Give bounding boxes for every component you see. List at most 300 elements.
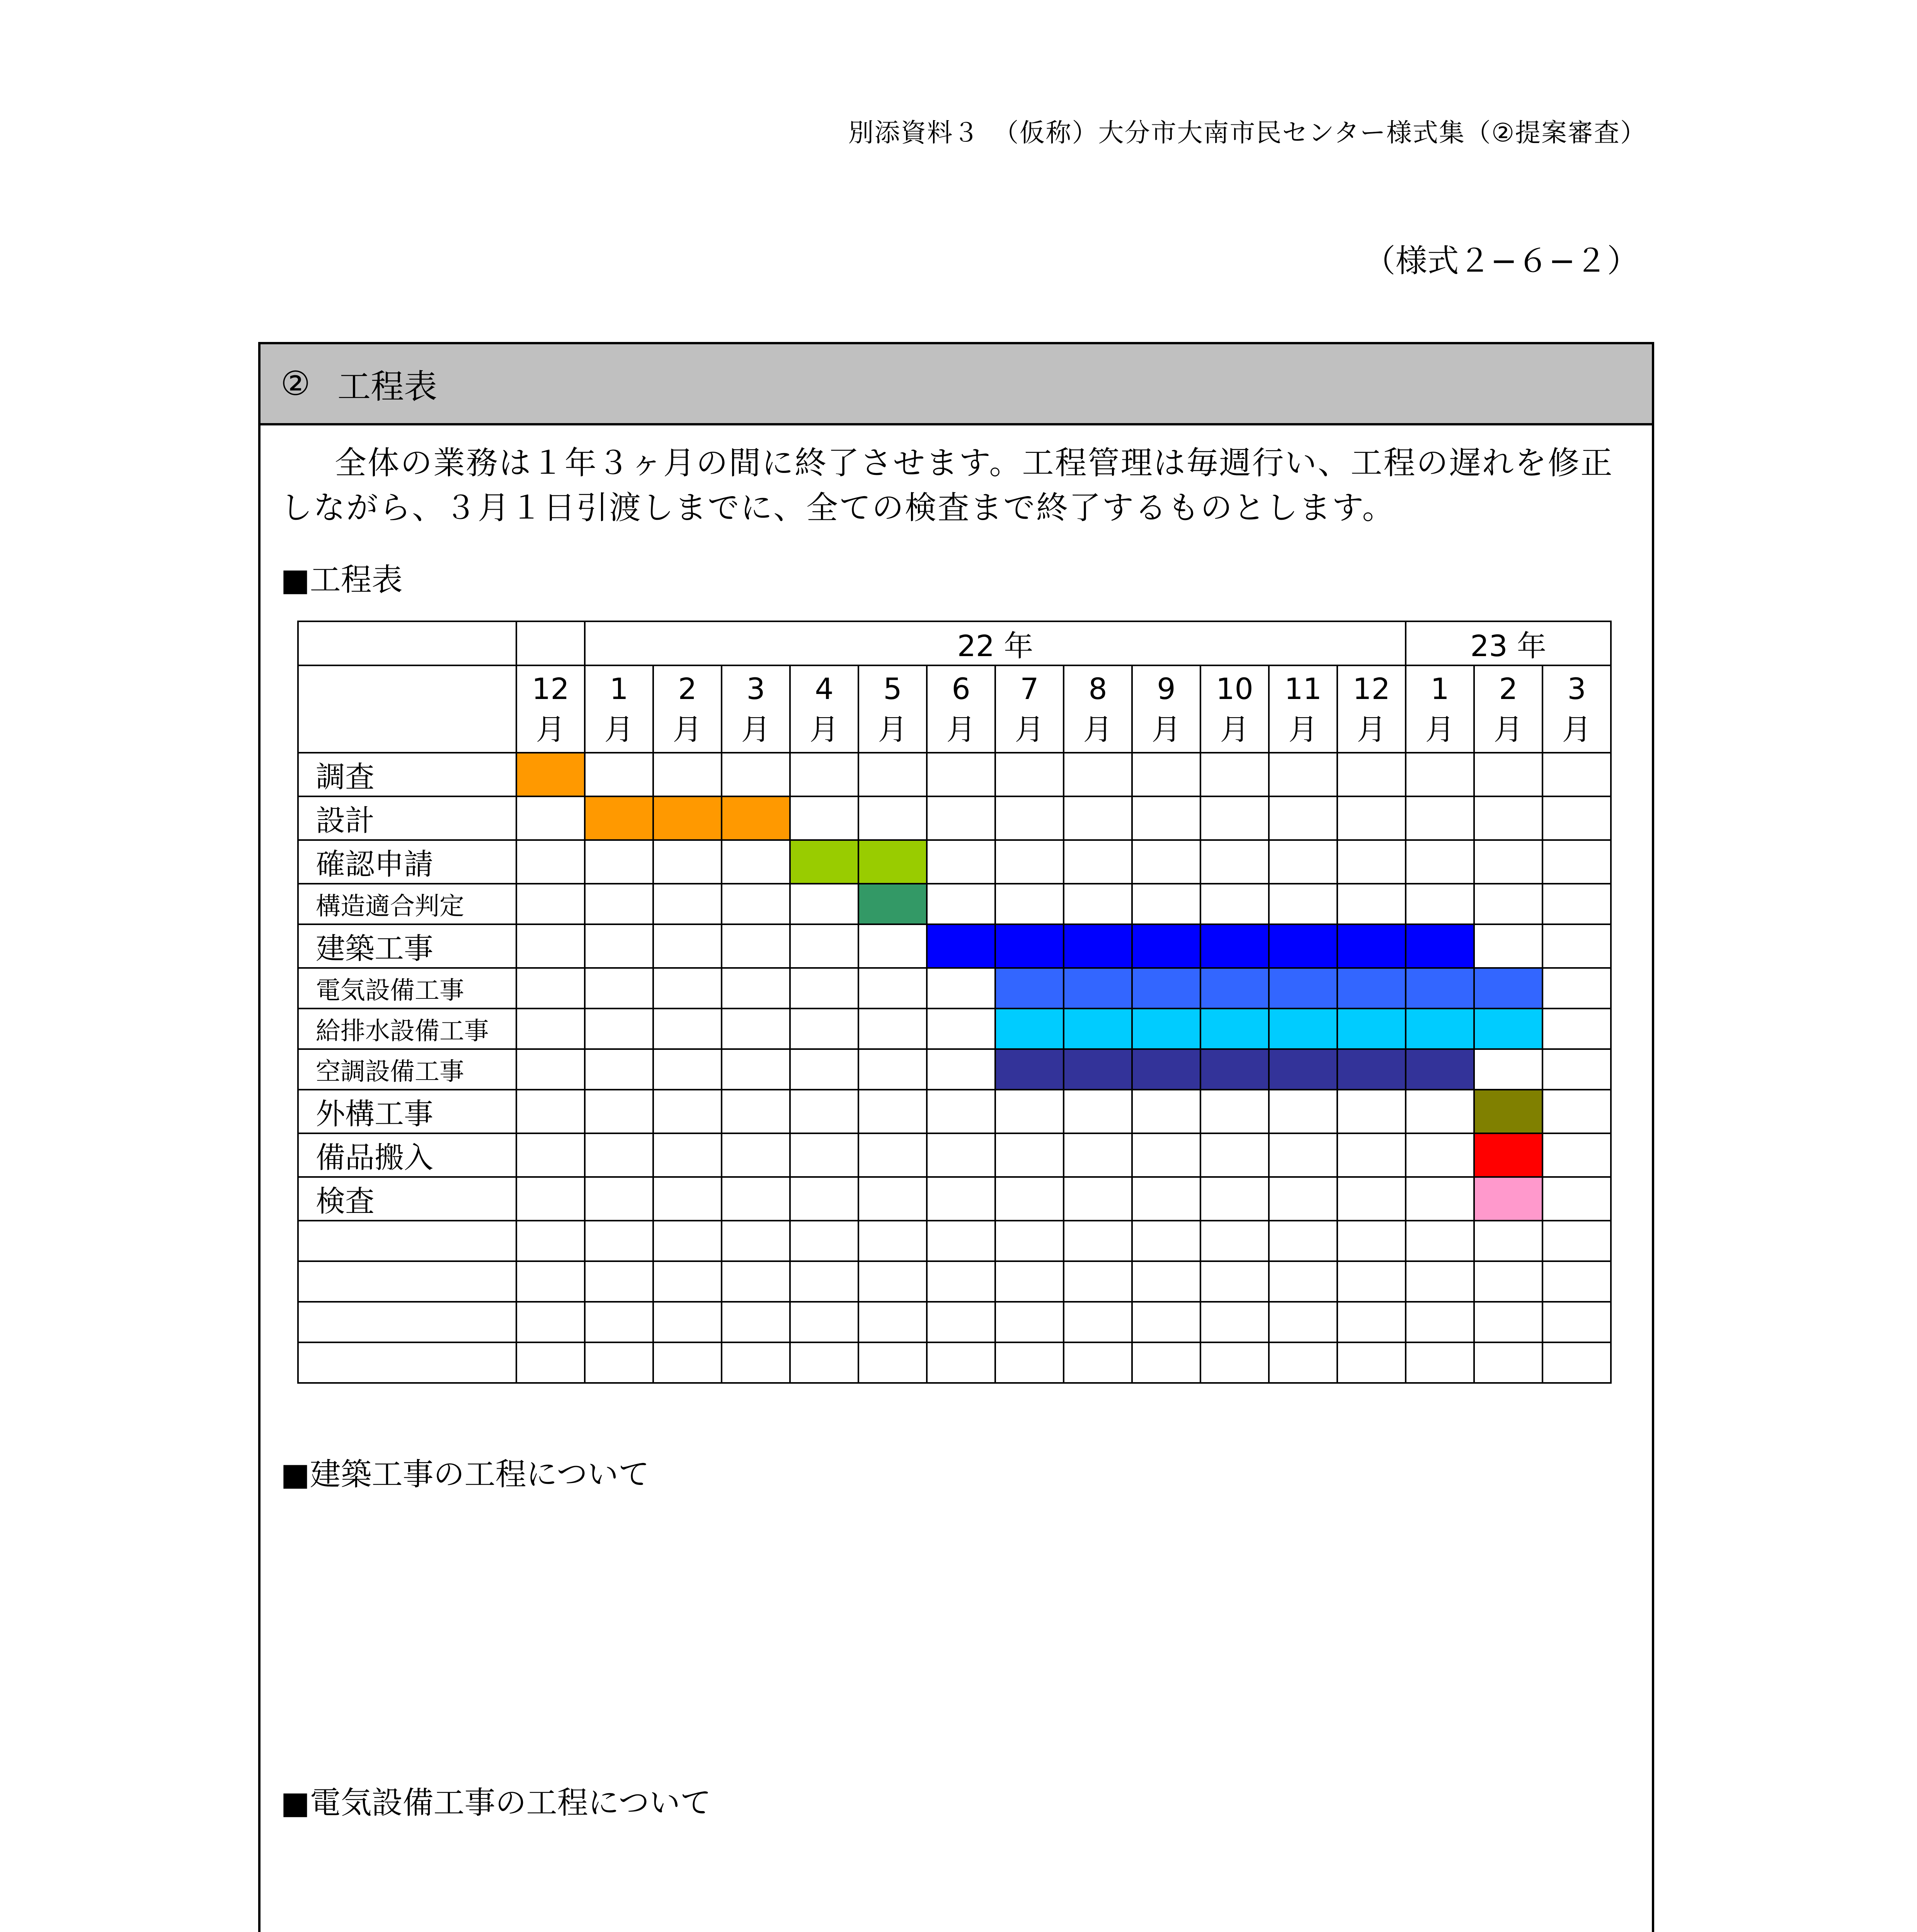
schedule-cell xyxy=(653,1049,722,1090)
schedule-cell xyxy=(1337,753,1406,796)
schedule-cell xyxy=(858,1133,927,1177)
task-row xyxy=(298,1133,1611,1177)
month-header-cell xyxy=(1542,665,1611,753)
task-label: 設計 xyxy=(298,796,516,840)
schedule-cell xyxy=(1064,796,1132,840)
schedule-cell xyxy=(1542,1090,1611,1133)
task-row xyxy=(298,1342,1611,1383)
month-row xyxy=(298,665,1611,753)
task-label xyxy=(298,1342,516,1383)
task-label: 空調設備工事 xyxy=(298,1049,516,1090)
corner-cell xyxy=(298,621,516,665)
task-row xyxy=(298,840,1611,884)
schedule-cell xyxy=(1337,1177,1406,1221)
schedule-cell xyxy=(1406,1342,1474,1383)
schedule-cell xyxy=(1337,884,1406,924)
schedule-bar-cell xyxy=(995,968,1064,1009)
schedule-cell xyxy=(1542,796,1611,840)
schedule-bar-cell xyxy=(1406,1009,1474,1049)
schedule-bar-cell xyxy=(1474,968,1542,1009)
schedule-cell xyxy=(722,753,790,796)
month-unit: 月 xyxy=(1083,712,1113,747)
schedule-cell xyxy=(653,884,722,924)
schedule-cell xyxy=(653,1261,722,1302)
schedule-bar-cell xyxy=(995,1049,1064,1090)
month-number: 5 xyxy=(883,672,902,706)
schedule-cell xyxy=(790,796,858,840)
task-row xyxy=(298,753,1611,796)
month-number: 1 xyxy=(1430,672,1449,706)
month-unit: 月 xyxy=(604,712,634,747)
schedule-cell xyxy=(722,1049,790,1090)
schedule-cell xyxy=(1406,1261,1474,1302)
schedule-cell xyxy=(653,1133,722,1177)
task-row xyxy=(298,884,1611,924)
schedule-cell xyxy=(995,1342,1064,1383)
schedule-cell xyxy=(722,1342,790,1383)
schedule-cell xyxy=(1542,968,1611,1009)
schedule-cell xyxy=(1200,796,1269,840)
task-label: 確認申請 xyxy=(298,840,516,884)
schedule-cell xyxy=(1337,796,1406,840)
year-row xyxy=(298,621,1611,665)
month-number: 3 xyxy=(1567,672,1586,706)
schedule-cell xyxy=(995,1302,1064,1342)
schedule-cell xyxy=(585,1221,653,1261)
task-row xyxy=(298,1090,1611,1133)
month-header-cell xyxy=(1269,665,1337,753)
month-unit: 月 xyxy=(878,712,907,747)
schedule-cell xyxy=(1132,1221,1200,1261)
schedule-bar-cell xyxy=(1132,968,1200,1009)
schedule-cell xyxy=(1542,1049,1611,1090)
schedule-cell xyxy=(1474,1302,1542,1342)
schedule-cell xyxy=(1542,840,1611,884)
schedule-cell xyxy=(1064,1261,1132,1302)
schedule-bar-cell xyxy=(1064,924,1132,968)
schedule-cell xyxy=(516,1342,585,1383)
task-label: 検査 xyxy=(298,1177,516,1221)
schedule-cell xyxy=(927,1177,995,1221)
schedule-bar-cell xyxy=(1200,968,1269,1009)
task-label xyxy=(298,1221,516,1261)
gantt-table xyxy=(297,621,1612,1384)
schedule-cell xyxy=(1200,1221,1269,1261)
schedule-cell xyxy=(995,1177,1064,1221)
month-header-cell xyxy=(1132,665,1200,753)
schedule-cell xyxy=(858,1221,927,1261)
schedule-cell xyxy=(927,1342,995,1383)
schedule-cell xyxy=(858,1090,927,1133)
schedule-cell xyxy=(927,796,995,840)
schedule-cell xyxy=(516,1009,585,1049)
schedule-bar-cell xyxy=(927,924,995,968)
schedule-cell xyxy=(1132,1133,1200,1177)
month-header-cell xyxy=(516,665,585,753)
schedule-cell xyxy=(1132,884,1200,924)
schedule-cell xyxy=(585,1302,653,1342)
schedule-cell xyxy=(516,840,585,884)
schedule-cell xyxy=(995,840,1064,884)
month-header-cell xyxy=(1337,665,1406,753)
schedule-bar-cell xyxy=(1200,1049,1269,1090)
schedule-cell xyxy=(927,753,995,796)
task-label: 構造適合判定 xyxy=(298,884,516,924)
schedule-bar-cell xyxy=(1474,1177,1542,1221)
schedule-cell xyxy=(1132,753,1200,796)
schedule-cell xyxy=(858,796,927,840)
schedule-bar-cell xyxy=(653,796,722,840)
schedule-cell xyxy=(1406,884,1474,924)
month-header-cell xyxy=(995,665,1064,753)
task-row xyxy=(298,1009,1611,1049)
month-number: 12 xyxy=(532,672,569,706)
task-row xyxy=(298,1221,1611,1261)
electrical-work-heading: ■電気設備工事の工程について xyxy=(281,1785,711,1821)
month-unit: 月 xyxy=(946,712,976,747)
schedule-bar-cell xyxy=(1269,1009,1337,1049)
month-unit: 月 xyxy=(1425,712,1455,747)
schedule-cell xyxy=(1542,1342,1611,1383)
schedule-cell xyxy=(585,1009,653,1049)
schedule-cell xyxy=(1337,1090,1406,1133)
schedule-cell xyxy=(1269,1133,1337,1177)
schedule-cell xyxy=(585,1342,653,1383)
schedule-cell xyxy=(1406,796,1474,840)
schedule-cell xyxy=(1132,796,1200,840)
year-header-cell: 22 年 xyxy=(585,621,1406,665)
schedule-bar-cell xyxy=(995,924,1064,968)
schedule-cell xyxy=(653,1009,722,1049)
schedule-cell xyxy=(653,968,722,1009)
schedule-cell xyxy=(516,968,585,1009)
schedule-cell xyxy=(790,1221,858,1261)
month-number: 4 xyxy=(815,672,834,706)
schedule-cell xyxy=(1542,1009,1611,1049)
month-unit: 月 xyxy=(672,712,702,747)
schedule-bar-cell xyxy=(1269,924,1337,968)
schedule-cell xyxy=(927,884,995,924)
schedule-cell xyxy=(653,1302,722,1342)
schedule-cell xyxy=(1064,1133,1132,1177)
schedule-bar-cell xyxy=(1406,1049,1474,1090)
month-unit: 月 xyxy=(741,712,771,747)
schedule-cell xyxy=(1474,924,1542,968)
task-row xyxy=(298,1302,1611,1342)
schedule-cell xyxy=(927,1261,995,1302)
schedule-cell xyxy=(790,884,858,924)
schedule-cell xyxy=(1474,884,1542,924)
schedule-cell xyxy=(1064,1302,1132,1342)
schedule-cell xyxy=(1064,1221,1132,1261)
schedule-cell xyxy=(585,924,653,968)
schedule-bar-cell xyxy=(1474,1009,1542,1049)
schedule-cell xyxy=(516,1177,585,1221)
schedule-cell xyxy=(790,753,858,796)
month-header-cell xyxy=(1200,665,1269,753)
building-work-heading: ■建築工事の工程について xyxy=(281,1456,649,1492)
schedule-cell xyxy=(722,1133,790,1177)
schedule-cell xyxy=(516,1302,585,1342)
schedule-cell xyxy=(653,1090,722,1133)
schedule-cell xyxy=(516,1133,585,1177)
schedule-cell xyxy=(1474,840,1542,884)
schedule-cell xyxy=(516,1049,585,1090)
schedule-heading: ■工程表 xyxy=(281,562,403,598)
month-unit: 月 xyxy=(536,712,565,747)
schedule-cell xyxy=(722,1090,790,1133)
month-number: 7 xyxy=(1020,672,1039,706)
year-header-cell: 23 年 xyxy=(1406,621,1611,665)
schedule-cell xyxy=(927,968,995,1009)
schedule-cell xyxy=(585,840,653,884)
schedule-cell xyxy=(1132,1342,1200,1383)
schedule-cell xyxy=(516,1221,585,1261)
schedule-cell xyxy=(1337,1221,1406,1261)
month-unit: 月 xyxy=(1151,712,1181,747)
schedule-cell xyxy=(1200,840,1269,884)
schedule-cell xyxy=(1406,1177,1474,1221)
schedule-cell xyxy=(722,1261,790,1302)
schedule-cell xyxy=(927,1049,995,1090)
schedule-cell xyxy=(1406,1090,1474,1133)
schedule-cell xyxy=(995,884,1064,924)
schedule-cell xyxy=(927,1221,995,1261)
schedule-cell xyxy=(927,1302,995,1342)
schedule-cell xyxy=(516,1090,585,1133)
task-label: 建築工事 xyxy=(298,924,516,968)
schedule-cell xyxy=(722,884,790,924)
month-number: 2 xyxy=(678,672,697,706)
form-frame xyxy=(258,342,1654,1932)
task-row xyxy=(298,1049,1611,1090)
schedule-cell xyxy=(1337,1302,1406,1342)
month-number: 3 xyxy=(746,672,765,706)
schedule-cell xyxy=(858,968,927,1009)
schedule-cell xyxy=(858,1049,927,1090)
schedule-bar-cell xyxy=(790,840,858,884)
month-unit: 月 xyxy=(1357,712,1386,747)
schedule-cell xyxy=(1542,924,1611,968)
schedule-cell xyxy=(1132,840,1200,884)
schedule-cell xyxy=(516,884,585,924)
schedule-cell xyxy=(653,1177,722,1221)
schedule-cell xyxy=(790,1177,858,1221)
schedule-cell xyxy=(1200,753,1269,796)
month-number: 1 xyxy=(609,672,628,706)
schedule-cell xyxy=(585,1090,653,1133)
month-unit: 月 xyxy=(1288,712,1318,747)
task-row xyxy=(298,1261,1611,1302)
form-number: （様式２−６−２） xyxy=(1364,243,1639,279)
schedule-cell xyxy=(858,1009,927,1049)
schedule-cell xyxy=(1542,1177,1611,1221)
month-number: 6 xyxy=(952,672,970,706)
task-row xyxy=(298,968,1611,1009)
schedule-bar-cell xyxy=(1200,924,1269,968)
schedule-bar-cell xyxy=(1132,924,1200,968)
schedule-bar-cell xyxy=(1064,1009,1132,1049)
task-label xyxy=(298,1302,516,1342)
schedule-cell xyxy=(790,924,858,968)
month-header-cell xyxy=(585,665,653,753)
schedule-cell xyxy=(722,968,790,1009)
schedule-cell xyxy=(790,1261,858,1302)
schedule-cell xyxy=(653,1342,722,1383)
month-header-cell xyxy=(1474,665,1542,753)
schedule-cell xyxy=(1269,1177,1337,1221)
schedule-bar-cell xyxy=(1337,968,1406,1009)
schedule-cell xyxy=(1200,1302,1269,1342)
schedule-cell xyxy=(927,1090,995,1133)
schedule-cell xyxy=(1542,884,1611,924)
schedule-cell xyxy=(790,1049,858,1090)
task-label xyxy=(298,1261,516,1302)
schedule-cell xyxy=(516,924,585,968)
schedule-cell xyxy=(653,753,722,796)
task-row xyxy=(298,924,1611,968)
schedule-cell xyxy=(1200,1342,1269,1383)
schedule-cell xyxy=(858,1302,927,1342)
schedule-cell xyxy=(790,968,858,1009)
schedule-cell xyxy=(1064,884,1132,924)
month-number: 9 xyxy=(1157,672,1176,706)
schedule-bar-cell xyxy=(516,753,585,796)
schedule-cell xyxy=(1200,1261,1269,1302)
schedule-cell xyxy=(1064,840,1132,884)
schedule-bar-cell xyxy=(858,840,927,884)
schedule-cell xyxy=(995,1090,1064,1133)
schedule-cell xyxy=(1474,1049,1542,1090)
schedule-cell xyxy=(858,1342,927,1383)
schedule-cell xyxy=(1132,1177,1200,1221)
schedule-cell xyxy=(927,840,995,884)
schedule-cell xyxy=(1337,840,1406,884)
schedule-cell xyxy=(585,1049,653,1090)
schedule-cell xyxy=(722,1221,790,1261)
schedule-bar-cell xyxy=(585,796,653,840)
schedule-bar-cell xyxy=(1474,1133,1542,1177)
task-label: 電気設備工事 xyxy=(298,968,516,1009)
schedule-cell xyxy=(516,796,585,840)
schedule-cell xyxy=(585,1133,653,1177)
schedule-cell xyxy=(1269,884,1337,924)
schedule-bar-cell xyxy=(1337,1049,1406,1090)
schedule-cell xyxy=(653,840,722,884)
task-label: 備品搬入 xyxy=(298,1133,516,1177)
month-header-cell xyxy=(927,665,995,753)
month-header-cell xyxy=(1064,665,1132,753)
schedule-cell xyxy=(1064,1342,1132,1383)
schedule-bar-cell xyxy=(1406,924,1474,968)
schedule-cell xyxy=(858,1177,927,1221)
schedule-cell xyxy=(1200,1133,1269,1177)
month-number: 8 xyxy=(1088,672,1107,706)
month-header-cell xyxy=(790,665,858,753)
schedule-bar-cell xyxy=(1337,1009,1406,1049)
task-label: 給排水設備工事 xyxy=(298,1009,516,1049)
schedule-cell xyxy=(1064,1177,1132,1221)
schedule-cell xyxy=(585,1261,653,1302)
schedule-bar-cell xyxy=(1337,924,1406,968)
schedule-cell xyxy=(1200,1090,1269,1133)
schedule-cell xyxy=(995,1221,1064,1261)
schedule-cell xyxy=(858,924,927,968)
schedule-bar-cell xyxy=(1269,968,1337,1009)
schedule-cell xyxy=(1132,1261,1200,1302)
section-number: ② xyxy=(281,364,311,403)
month-unit: 月 xyxy=(1015,712,1044,747)
schedule-bar-cell xyxy=(1406,968,1474,1009)
schedule-cell xyxy=(927,1133,995,1177)
month-unit: 月 xyxy=(1562,712,1592,747)
month-number: 10 xyxy=(1216,672,1253,706)
schedule-cell xyxy=(927,1009,995,1049)
intro-paragraph: 全体の業務は１年３ヶ月の間に終了させます。工程管理は毎週行い、工程の遅れを修正しながら、３月１日引渡しまでに、全ての検査まで終了するものとします。 xyxy=(281,445,1614,526)
month-number: 2 xyxy=(1499,672,1518,706)
schedule-cell xyxy=(1269,753,1337,796)
schedule-bar-cell xyxy=(995,1009,1064,1049)
schedule-cell xyxy=(858,753,927,796)
schedule-cell xyxy=(1269,1342,1337,1383)
schedule-cell xyxy=(1269,1221,1337,1261)
schedule-cell xyxy=(858,1261,927,1302)
schedule-cell xyxy=(585,884,653,924)
schedule-cell xyxy=(1269,1261,1337,1302)
month-number: 12 xyxy=(1353,672,1390,706)
schedule-cell xyxy=(1542,1133,1611,1177)
month-number: 11 xyxy=(1284,672,1322,706)
schedule-cell xyxy=(585,1177,653,1221)
schedule-cell xyxy=(1406,1221,1474,1261)
corner-cell xyxy=(298,665,516,753)
schedule-cell xyxy=(1474,1221,1542,1261)
schedule-bar-cell xyxy=(1064,968,1132,1009)
month-header-cell xyxy=(858,665,927,753)
month-unit: 月 xyxy=(809,712,839,747)
schedule-cell xyxy=(1269,1302,1337,1342)
schedule-cell xyxy=(1132,1090,1200,1133)
schedule-cell xyxy=(1064,1090,1132,1133)
schedule-cell xyxy=(653,1221,722,1261)
schedule-bar-cell xyxy=(858,884,927,924)
schedule-cell xyxy=(1269,840,1337,884)
task-label: 外構工事 xyxy=(298,1090,516,1133)
month-unit: 月 xyxy=(1493,712,1523,747)
schedule-cell xyxy=(995,1133,1064,1177)
schedule-cell xyxy=(1406,840,1474,884)
schedule-cell xyxy=(995,1261,1064,1302)
schedule-bar-cell xyxy=(1474,1090,1542,1133)
schedule-cell xyxy=(1337,1133,1406,1177)
schedule-cell xyxy=(1337,1261,1406,1302)
schedule-cell xyxy=(1337,1342,1406,1383)
schedule-cell xyxy=(653,924,722,968)
schedule-cell xyxy=(1406,753,1474,796)
year-header-cell xyxy=(516,621,585,665)
schedule-cell xyxy=(1542,1221,1611,1261)
schedule-cell xyxy=(585,753,653,796)
schedule-bar-cell xyxy=(1269,1049,1337,1090)
schedule-bar-cell xyxy=(1200,1009,1269,1049)
document-label: 別添資料３ （仮称）大分市大南市民センター様式集（②提案審査） xyxy=(848,118,1646,148)
schedule-cell xyxy=(1269,1090,1337,1133)
schedule-cell xyxy=(1474,1342,1542,1383)
schedule-cell xyxy=(585,968,653,1009)
schedule-cell xyxy=(1474,796,1542,840)
schedule-cell xyxy=(790,1342,858,1383)
schedule-cell xyxy=(516,1261,585,1302)
